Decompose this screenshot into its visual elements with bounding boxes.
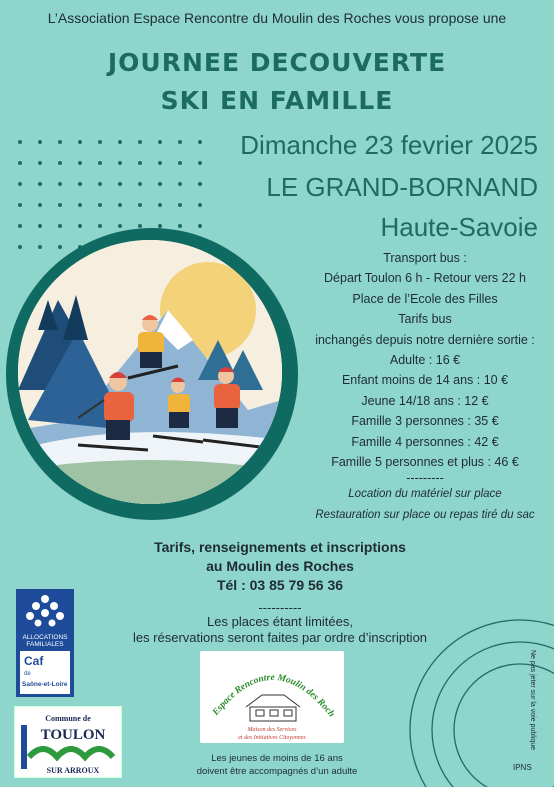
detail-line: Enfant moins de 14 ans : 10 € bbox=[341, 373, 509, 388]
decor-dot bbox=[78, 161, 82, 165]
decor-dot bbox=[198, 140, 202, 144]
decor-dot bbox=[38, 182, 42, 186]
detail-line: Transport bus : bbox=[383, 251, 467, 265]
title-line-1: JOURNEE DECOUVERTE bbox=[107, 48, 447, 77]
decor-dot bbox=[118, 203, 122, 207]
litter-notice: Ne pas jeter sur la voie publique bbox=[529, 650, 536, 751]
caf-line-1: ALLOCATIONS bbox=[22, 634, 68, 641]
decor-dot bbox=[58, 182, 62, 186]
contact-line-1: Tarifs, renseignements et inscriptions bbox=[154, 539, 406, 555]
caf-name: Caf bbox=[24, 654, 44, 668]
decor-dot bbox=[178, 203, 182, 207]
espace-rencontre-logo bbox=[200, 651, 344, 743]
decorative-rings bbox=[380, 580, 554, 787]
caf-logo bbox=[16, 589, 74, 697]
decor-dot bbox=[118, 140, 122, 144]
detail-line: Famille 3 personnes : 35 € bbox=[351, 414, 499, 429]
event-details bbox=[300, 248, 550, 525]
decor-dot bbox=[18, 245, 22, 249]
detail-line: Place de l’Ecole des Filles bbox=[352, 291, 498, 306]
decor-dot bbox=[158, 182, 162, 186]
detail-line: Famille 4 personnes : 42 € bbox=[351, 434, 499, 449]
erm-sub-2: et des Initiatives Citoyennes bbox=[238, 735, 306, 741]
decor-dot bbox=[18, 203, 22, 207]
decor-dot bbox=[18, 224, 22, 228]
notice-line-1: Les places étant limitées, bbox=[207, 614, 353, 629]
decor-dot bbox=[98, 182, 102, 186]
decor-dot bbox=[198, 224, 202, 228]
decor-dot bbox=[138, 182, 142, 186]
decor-dot bbox=[38, 224, 42, 228]
decor-dot bbox=[58, 140, 62, 144]
decor-dot bbox=[38, 161, 42, 165]
toulon-commune: Commune de bbox=[45, 714, 91, 723]
event-place: LE GRAND-BORNAND bbox=[266, 172, 538, 202]
detail-line: inchangés depuis notre dernière sortie : bbox=[315, 332, 535, 347]
title-line-2: SKI EN FAMILLE bbox=[160, 86, 394, 115]
decor-dot bbox=[78, 224, 82, 228]
detail-line: Départ Toulon 6 h - Retour vers 22 h bbox=[324, 271, 526, 286]
decor-dot bbox=[178, 182, 182, 186]
decor-dot bbox=[18, 140, 22, 144]
erm-sub-1: Maison des Services bbox=[247, 727, 297, 733]
detail-line: Location du matériel sur place bbox=[348, 488, 502, 501]
decor-dot bbox=[38, 203, 42, 207]
decor-dot bbox=[118, 182, 122, 186]
decor-dot bbox=[158, 140, 162, 144]
decor-dot bbox=[18, 182, 22, 186]
decor-dot bbox=[18, 161, 22, 165]
decor-dot bbox=[178, 161, 182, 165]
toulon-sub: SUR ARROUX bbox=[46, 766, 100, 775]
caf-de: de bbox=[24, 671, 31, 677]
ipns-label: IPNS bbox=[513, 763, 532, 772]
decor-dot bbox=[138, 203, 142, 207]
decor-dot bbox=[138, 161, 142, 165]
decor-dot bbox=[118, 224, 122, 228]
notice-separator: ---------- bbox=[258, 600, 302, 615]
decor-dot bbox=[98, 140, 102, 144]
youth-line-2: doivent être accompagnés d’un adulte bbox=[196, 766, 358, 777]
decor-dot bbox=[38, 140, 42, 144]
decor-dot bbox=[98, 203, 102, 207]
decor-dot bbox=[118, 161, 122, 165]
decor-dot bbox=[198, 161, 202, 165]
decor-dot bbox=[98, 161, 102, 165]
caf-region: Saône-et-Loire bbox=[22, 681, 68, 688]
toulon-logo bbox=[14, 706, 122, 778]
decor-dot bbox=[158, 203, 162, 207]
decor-dot bbox=[58, 245, 62, 249]
detail-line: Adulte : 16 € bbox=[389, 353, 461, 368]
intro-text: L’Association Espace Rencontre du Moulin des Roches vous propose une bbox=[47, 10, 507, 26]
decor-dot bbox=[38, 245, 42, 249]
detail-line: Jeune 14/18 ans : 12 € bbox=[361, 393, 489, 408]
decor-dot bbox=[78, 203, 82, 207]
toulon-name: TOULON bbox=[40, 727, 106, 743]
decor-dot bbox=[178, 224, 182, 228]
detail-line: Famille 5 personnes et plus : 46 € bbox=[331, 455, 519, 470]
decor-dot bbox=[58, 203, 62, 207]
contact-line-2: au Moulin des Roches bbox=[206, 558, 354, 574]
decor-dot bbox=[58, 161, 62, 165]
event-region: Haute-Savoie bbox=[380, 212, 538, 242]
caf-line-2: FAMILIALES bbox=[26, 641, 64, 648]
decor-dot bbox=[158, 161, 162, 165]
svg-text:Espace Rencontre Moulin des Ro bbox=[200, 651, 336, 719]
decor-dot bbox=[98, 224, 102, 228]
decor-dot bbox=[198, 182, 202, 186]
detail-line: --------- bbox=[406, 471, 444, 486]
detail-line: Tarifs bus bbox=[398, 312, 452, 327]
decor-dot bbox=[178, 140, 182, 144]
detail-line: Restauration sur place ou repas tiré du sac bbox=[315, 508, 535, 521]
erm-arc-text: Espace Rencontre Moulin des Roch bbox=[211, 672, 337, 720]
decor-dot bbox=[138, 140, 142, 144]
contact-phone: Tél : 03 85 79 56 36 bbox=[216, 577, 344, 593]
ski-family-illustration bbox=[18, 240, 282, 504]
event-date: Dimanche 23 fevrier 2025 bbox=[240, 130, 538, 160]
decor-dot bbox=[78, 140, 82, 144]
decor-dot bbox=[78, 182, 82, 186]
notice-line-2: les réservations seront faites par ordre d’inscription bbox=[132, 630, 428, 645]
youth-notice bbox=[170, 752, 384, 778]
decor-dot bbox=[198, 203, 202, 207]
decor-dot bbox=[58, 224, 62, 228]
youth-line-1: Les jeunes de moins de 16 ans bbox=[211, 753, 343, 764]
